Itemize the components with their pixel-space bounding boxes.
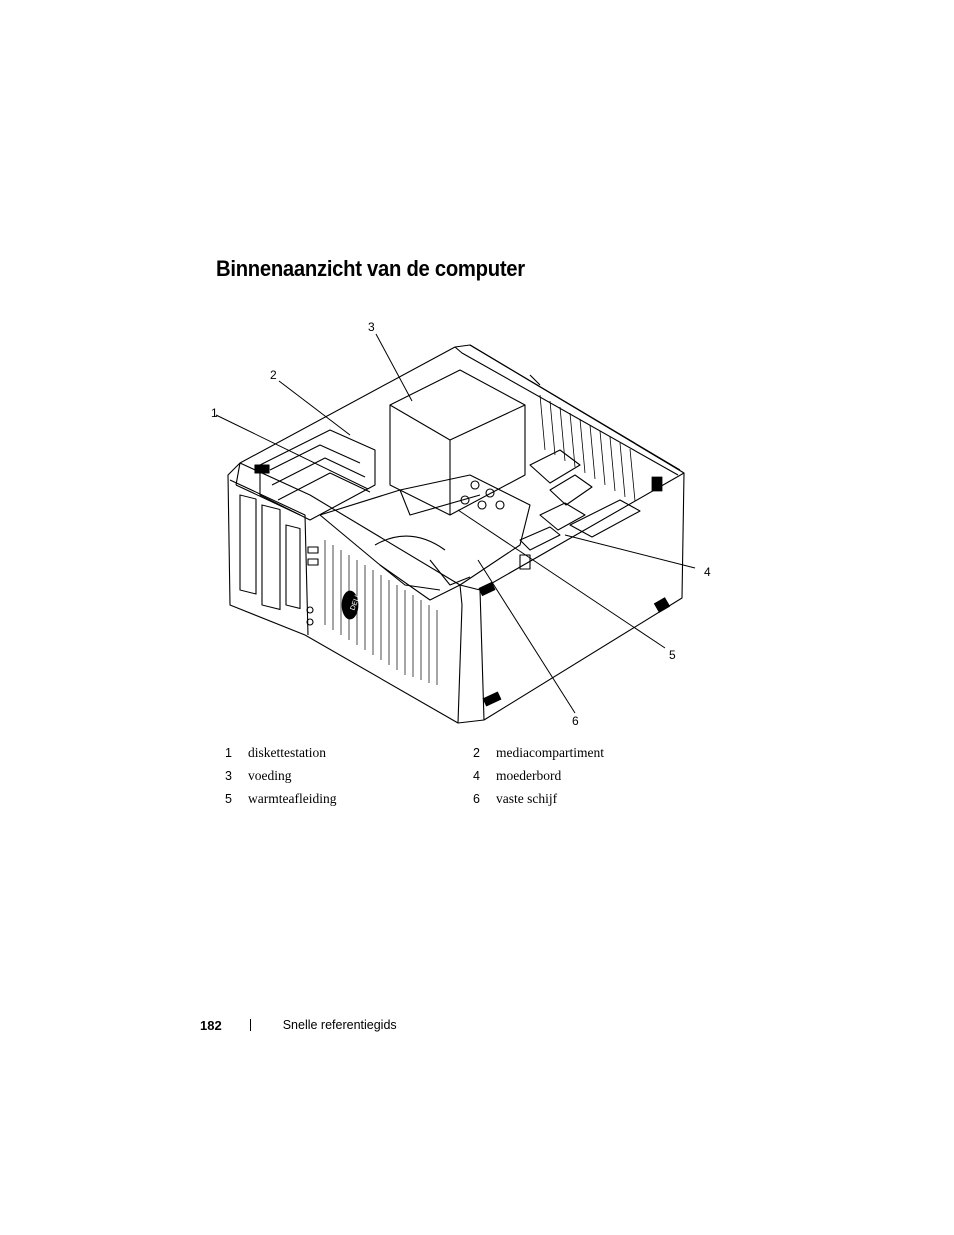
legend-number: 4 bbox=[473, 769, 480, 783]
legend-label: warmteafleiding bbox=[248, 791, 337, 806]
legend-number: 1 bbox=[225, 746, 232, 760]
legend-number: 3 bbox=[225, 769, 232, 783]
callout-4: 4 bbox=[704, 565, 711, 579]
callout-3: 3 bbox=[368, 320, 375, 334]
legend-label: moederbord bbox=[496, 768, 562, 783]
footer-title: Snelle referentiegids bbox=[282, 1018, 397, 1032]
legend-label: mediacompartiment bbox=[496, 745, 604, 760]
callout-6: 6 bbox=[572, 714, 579, 728]
legend-table bbox=[222, 745, 642, 807]
dell-logo: DELL bbox=[349, 592, 363, 612]
legend-label: voeding bbox=[248, 768, 292, 783]
callout-5: 5 bbox=[669, 648, 676, 662]
footer-separator bbox=[250, 1019, 251, 1031]
callout-leader-lines bbox=[216, 334, 695, 713]
computer-interior-illustration bbox=[200, 315, 720, 735]
drive-cage bbox=[255, 430, 375, 520]
expansion-slots bbox=[479, 395, 670, 706]
legend-label: diskettestation bbox=[248, 745, 326, 760]
legend-label: vaste schijf bbox=[496, 791, 558, 806]
page-title: Binnenaanzicht van de computer bbox=[216, 256, 525, 281]
power-supply bbox=[390, 370, 525, 515]
callout-1: 1 bbox=[211, 406, 218, 420]
legend-number: 6 bbox=[473, 792, 480, 806]
callout-2: 2 bbox=[270, 368, 277, 382]
legend-number: 5 bbox=[225, 792, 232, 806]
page-number: 182 bbox=[200, 1017, 222, 1033]
chassis-outline bbox=[228, 345, 684, 723]
legend-number: 2 bbox=[473, 746, 480, 760]
page-footer bbox=[200, 1017, 397, 1033]
